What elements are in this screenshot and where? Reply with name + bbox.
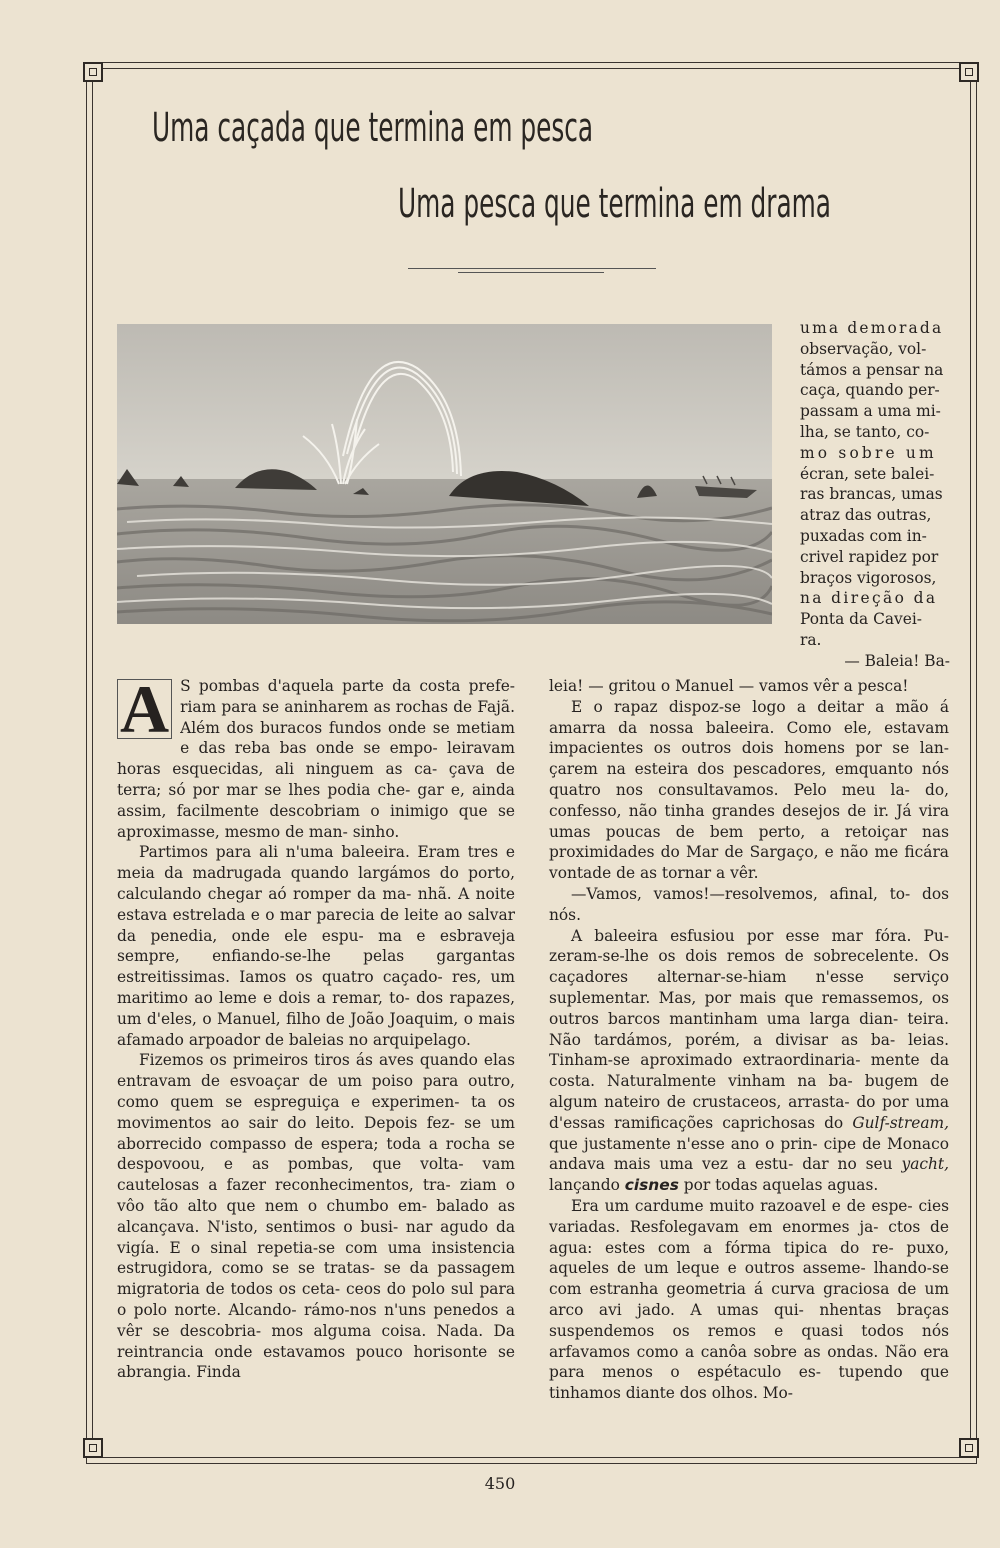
paragraph: Era um cardume muito razoavel e de espe- cies variadas. Resfolegavam em enormes ja- ctos de agua: estes com a fórma tipica do re- puxo, aqueles de um leque e outros asseme- lhando-se com estranha geometria á curva graciosa de um arco avi jado. A umas qui- nhentas braças suspendemos os remos e quasi todos nós arfavamos como a canôa sobre as ondas. Não era para menos o espétaculo es- tupendo que tinhamos diante dos olhos. Mo- <box>549 1196 949 1403</box>
italic-term: Gulf-stream, <box>852 1113 949 1132</box>
text-line: mo sobre um <box>800 443 937 462</box>
title-divider <box>408 268 656 269</box>
text-line: Ponta da Cavei- <box>800 610 922 629</box>
title-divider-short <box>458 272 604 273</box>
paragraph: Fizemos os primeiros tiros ás aves quando elas entravam de esvoaçar de um poiso para outro, como quem se espreguiça e experimen- ta os movimentos ao sair do leito. Depois fez- se um aborrecido compasso de espera; toda a rocha se despovoou, e as pombas, que volta- vam cautelosas a fazer reconhecimentos, tra- ziam o vôo tão alto que nem o chumbo em- balado as alcançava. N'isto, sentimos o busi- nar agudo da vigía. E o sinal repetia-se com uma insistencia estrugidora, como se se tratas- se da passagem migratoria de todos os ceta- ceos do polo sul para o polo norte. Alcando- rámo-nos n'uns penedos a vêr se descobria- mos alguma coisa. Nada. Da reintrancia onde estavamos pouco horisonte se abrangia. Finda <box>117 1051 515 1382</box>
text-line: ra. <box>800 630 822 649</box>
article-title-line-2: Uma pesca que termina em drama <box>398 181 832 227</box>
page-number: 450 <box>484 1474 516 1493</box>
left-column <box>117 671 515 1383</box>
text-line: observação, vol- <box>800 339 927 358</box>
paragraph <box>549 926 949 1196</box>
ornamental-corner-icon <box>83 1438 103 1458</box>
right-column <box>549 676 949 1404</box>
text-line: lha, se tanto, co- <box>800 422 930 441</box>
whale-illustration <box>117 324 772 624</box>
ornamental-corner-icon <box>959 1438 979 1458</box>
text-line: passam a uma mi- <box>800 402 941 421</box>
text-line: écran, sete balei- <box>800 464 935 483</box>
ornamental-corner-icon <box>959 62 979 82</box>
text-line: na direção da <box>800 589 938 608</box>
text-line: ras brancas, umas <box>800 485 943 504</box>
bold-term: cisnes <box>624 1176 679 1195</box>
paragraph: E o rapaz dispoz-se logo a deitar a mão á amarra da nossa baleeira. Como ele, estavam impacientes os outros dois homens por se lan- çarem na esteira dos pescadores, emquanto nós quatro nos consultavamos. Pelo meu la- do, confesso, não tinha grandes desejos de ir. Já vira umas poucas de bem perto, a retoiçar nas proximidades do Mar de Sargaço, e não me ficára vontade de as tornar a vêr. <box>549 697 949 883</box>
text-line: atraz das outras, <box>800 506 932 525</box>
paragraph-text: lançando <box>549 1176 620 1195</box>
paragraph-text: A baleeira esfusiou por esse mar fóra. Pu- zeram-se-lhe os dois remos de sobrecelente. Os caçadores alternar-se-hiam n'esse serviço suplementar. Mas, por mais que remassemos, os outros barcos mantinham uma larga dian- teira. Não tardámos, porém, a divisar as ba- leias. Tinham-se aproximado extraordinaria- mente da costa. Naturalmente vinham na ba- bugem de algum nateiro de crustaceos, arrasta- do por uma d'essas ramificações caprichosas do <box>549 926 949 1132</box>
text-line: crivel rapidez por <box>800 547 939 566</box>
italic-term: yacht, <box>901 1155 949 1174</box>
paragraph-text: por todas aquelas aguas. <box>683 1176 879 1195</box>
paragraph: Partimos para ali n'uma baleeira. Eram tres e meia da madrugada quando largámos do porto, calculando chegar aó romper da ma- nhã. A noite estava estrelada e o mar parecia de leite ao salvar da penedia, onde ele espu- ma e esbraveja sempre, enfiando-se-lhe pelas gargantas estreitissimas. Iamos os quatro caçado- res, um maritimo ao leme e dois a remar, to- dos rapazes, um d'eles, o Manuel, filho de João Joaquim, o mais afamado arpoador de baleias no arquipelago. <box>117 843 515 1049</box>
paragraph: leia! — gritou o Manuel — vamos vêr a pesca! <box>549 677 909 695</box>
paragraph: —Vamos, vamos!—resolvemos, afinal, to- dos nós. <box>549 884 949 924</box>
text-line: caça, quando per- <box>800 381 940 400</box>
text-line: uma demorada <box>800 319 944 337</box>
text-line: — Baleia! Ba- <box>844 651 950 670</box>
text-line: puxadas com in- <box>800 526 927 545</box>
article-title-line-1: Uma caçada que termina em pesca <box>152 105 594 151</box>
drop-cap: A <box>117 679 172 739</box>
ornamental-corner-icon <box>83 62 103 82</box>
text-line: braços vigorosos, <box>800 568 937 587</box>
paragraph <box>117 671 515 842</box>
text-line: támos a pensar na <box>800 360 944 379</box>
right-top-column <box>800 318 950 672</box>
paragraph-text: S pombas d'aquela parte da costa prefe- riam para se aninharem as rochas de Fajã. Além dos buracos fundos onde se metiam e das reba bas onde se empo- leiravam horas esquecidas, ali ninguem as ca- çava de terra; só por mar se lhes podia che- gar e, ainda assim, facilmente descobriam o inimigo que se aproximasse, mesmo de man- sinho. <box>117 677 515 841</box>
paragraph-text: que justamente n'esse ano o prin- cipe de Monaco andava mais uma vez a estu- dar no seu <box>549 1134 949 1174</box>
